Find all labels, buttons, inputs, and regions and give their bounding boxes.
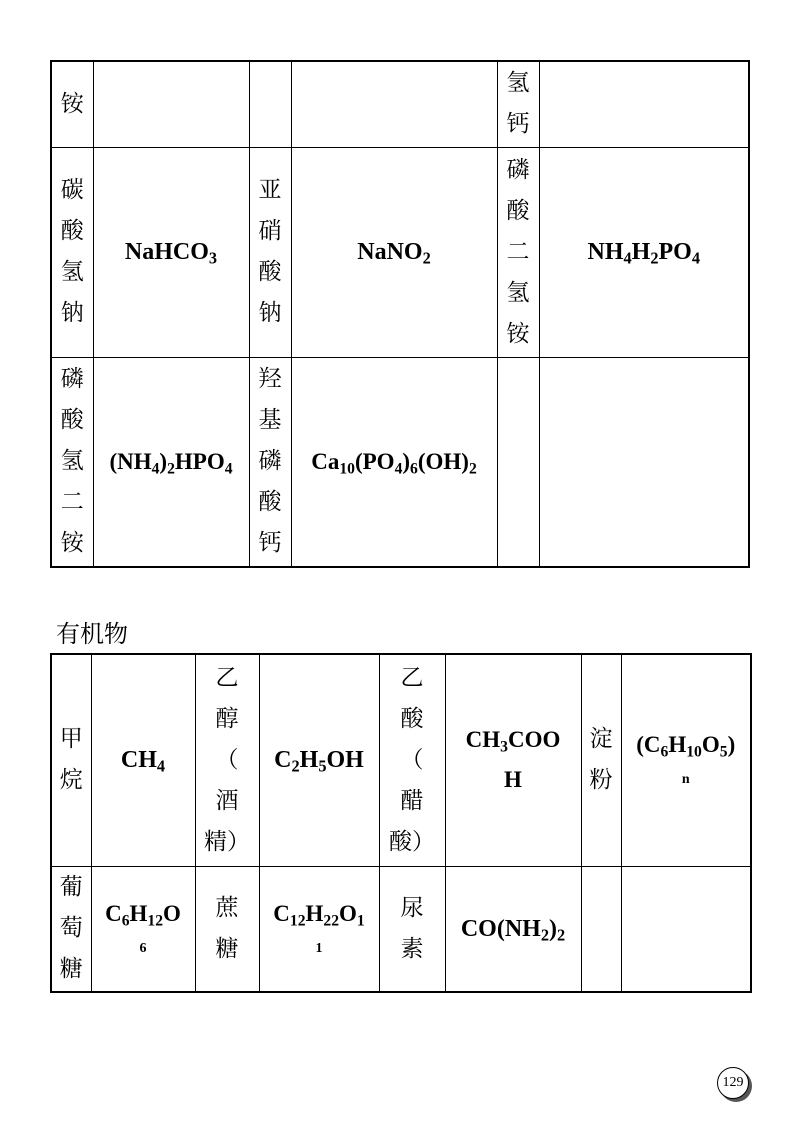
name-char: 氢 bbox=[506, 279, 530, 306]
formula-line: 6 bbox=[139, 940, 147, 956]
name-cell bbox=[249, 61, 291, 147]
formula-cell bbox=[445, 654, 581, 866]
name-cell bbox=[51, 866, 91, 992]
name-char: 酸 bbox=[60, 407, 84, 434]
name-char: 乙 bbox=[400, 664, 424, 691]
name-char: 酸 bbox=[506, 197, 530, 224]
empty-cell bbox=[539, 357, 749, 567]
name-char: 基 bbox=[258, 407, 282, 434]
name-char: 氢 bbox=[60, 448, 84, 475]
name-char: 素 bbox=[400, 935, 424, 962]
formula-line: $(C_6H_{10}O_5)$ bbox=[636, 732, 736, 761]
name-char: 二 bbox=[60, 489, 84, 516]
name-char: 铵 bbox=[60, 530, 84, 557]
name-char: 葡 bbox=[59, 874, 83, 901]
name-char: 粉 bbox=[589, 767, 613, 794]
name-char: 醇 bbox=[215, 705, 239, 732]
table-row bbox=[51, 866, 751, 992]
name-char: 磷 bbox=[60, 366, 84, 393]
formula-cell bbox=[539, 61, 749, 147]
empty-cell bbox=[581, 866, 621, 992]
name-cell bbox=[51, 147, 93, 357]
name-char: （ bbox=[400, 746, 424, 773]
name-cell bbox=[497, 61, 539, 147]
name-char: 氢 bbox=[60, 259, 84, 285]
formula-line: H bbox=[504, 767, 522, 793]
formula-cell: $Ca_{10}(PO_4)_6(OH)_2$ bbox=[291, 357, 497, 567]
name-char: 碳 bbox=[60, 177, 84, 203]
name-cell bbox=[51, 654, 91, 866]
formula-cell: $CH_4$ bbox=[91, 654, 195, 866]
name-cell bbox=[51, 61, 93, 147]
name-cell bbox=[379, 654, 445, 866]
organic-table bbox=[50, 653, 752, 993]
name-char: 铵 bbox=[506, 320, 530, 347]
name-char: 钠 bbox=[60, 300, 84, 326]
name-char: 糖 bbox=[215, 935, 239, 962]
name-char: 铵 bbox=[60, 90, 84, 117]
formula-line: $C_6H_{12}O$ bbox=[105, 900, 181, 930]
formula-cell bbox=[621, 654, 751, 866]
formula-line: $CH_3COO$ bbox=[465, 727, 561, 756]
empty-cell bbox=[497, 357, 539, 567]
name-char: 蔗 bbox=[215, 894, 239, 921]
name-char: 淀 bbox=[589, 726, 613, 753]
formula-line: n bbox=[681, 772, 690, 788]
name-cell bbox=[249, 147, 291, 357]
name-char: 钙 bbox=[506, 111, 530, 138]
formula-cell bbox=[93, 61, 249, 147]
empty-cell bbox=[621, 866, 751, 992]
name-char: 尿 bbox=[400, 894, 424, 921]
formula-cell: NaHCO$_3$ bbox=[93, 147, 249, 357]
formula-cell: $C_2H_5OH$ bbox=[259, 654, 379, 866]
name-char: 烷 bbox=[59, 767, 83, 794]
name-char: 萄 bbox=[59, 915, 83, 942]
name-char: 酒 bbox=[215, 787, 239, 814]
name-char: 精） bbox=[204, 828, 250, 855]
name-char: 糖 bbox=[59, 956, 83, 983]
name-char: 磷 bbox=[258, 448, 282, 475]
formula-cell: NaNO$_2$ bbox=[291, 147, 497, 357]
name-char: 二 bbox=[506, 238, 530, 265]
table-row bbox=[51, 147, 749, 357]
name-cell bbox=[195, 654, 259, 866]
formula-cell: $CO(NH_2)_2$ bbox=[445, 866, 581, 992]
inorganic-table bbox=[50, 60, 750, 568]
formula-line: $C_{12}H_{22}O_1$ bbox=[273, 900, 365, 930]
name-char: 酸） bbox=[389, 828, 435, 855]
formula-cell bbox=[91, 866, 195, 992]
name-char: 硝 bbox=[258, 218, 282, 244]
formula-line: 1 bbox=[315, 940, 323, 956]
table-row bbox=[51, 357, 749, 567]
formula-cell bbox=[259, 866, 379, 992]
name-char: 钙 bbox=[258, 530, 282, 557]
formula-cell: $NH_4H_2PO_4$ bbox=[539, 147, 749, 357]
name-cell bbox=[249, 357, 291, 567]
formula-cell bbox=[291, 61, 497, 147]
name-char: 酸 bbox=[60, 218, 84, 244]
name-char: 酸 bbox=[258, 259, 282, 285]
name-char: 磷 bbox=[506, 156, 530, 183]
name-char: 羟 bbox=[258, 366, 282, 393]
name-cell bbox=[581, 654, 621, 866]
name-char: 酸 bbox=[400, 705, 424, 732]
name-char: 乙 bbox=[215, 664, 239, 691]
formula-cell: $(NH_4)_2HPO_4$ bbox=[93, 357, 249, 567]
name-char: （ bbox=[215, 746, 239, 773]
name-char: 醋 bbox=[400, 787, 424, 814]
section-heading: 有机物 bbox=[56, 620, 128, 648]
table-row bbox=[51, 61, 749, 147]
name-cell bbox=[195, 866, 259, 992]
page-number: 129 bbox=[717, 1067, 749, 1099]
name-char: 亚 bbox=[258, 177, 282, 203]
name-cell bbox=[497, 147, 539, 357]
name-cell bbox=[379, 866, 445, 992]
name-cell bbox=[51, 357, 93, 567]
name-char: 甲 bbox=[59, 726, 83, 753]
name-char: 钠 bbox=[258, 300, 282, 326]
table-row bbox=[51, 654, 751, 866]
name-char: 氢 bbox=[506, 70, 530, 97]
name-char: 酸 bbox=[258, 489, 282, 516]
